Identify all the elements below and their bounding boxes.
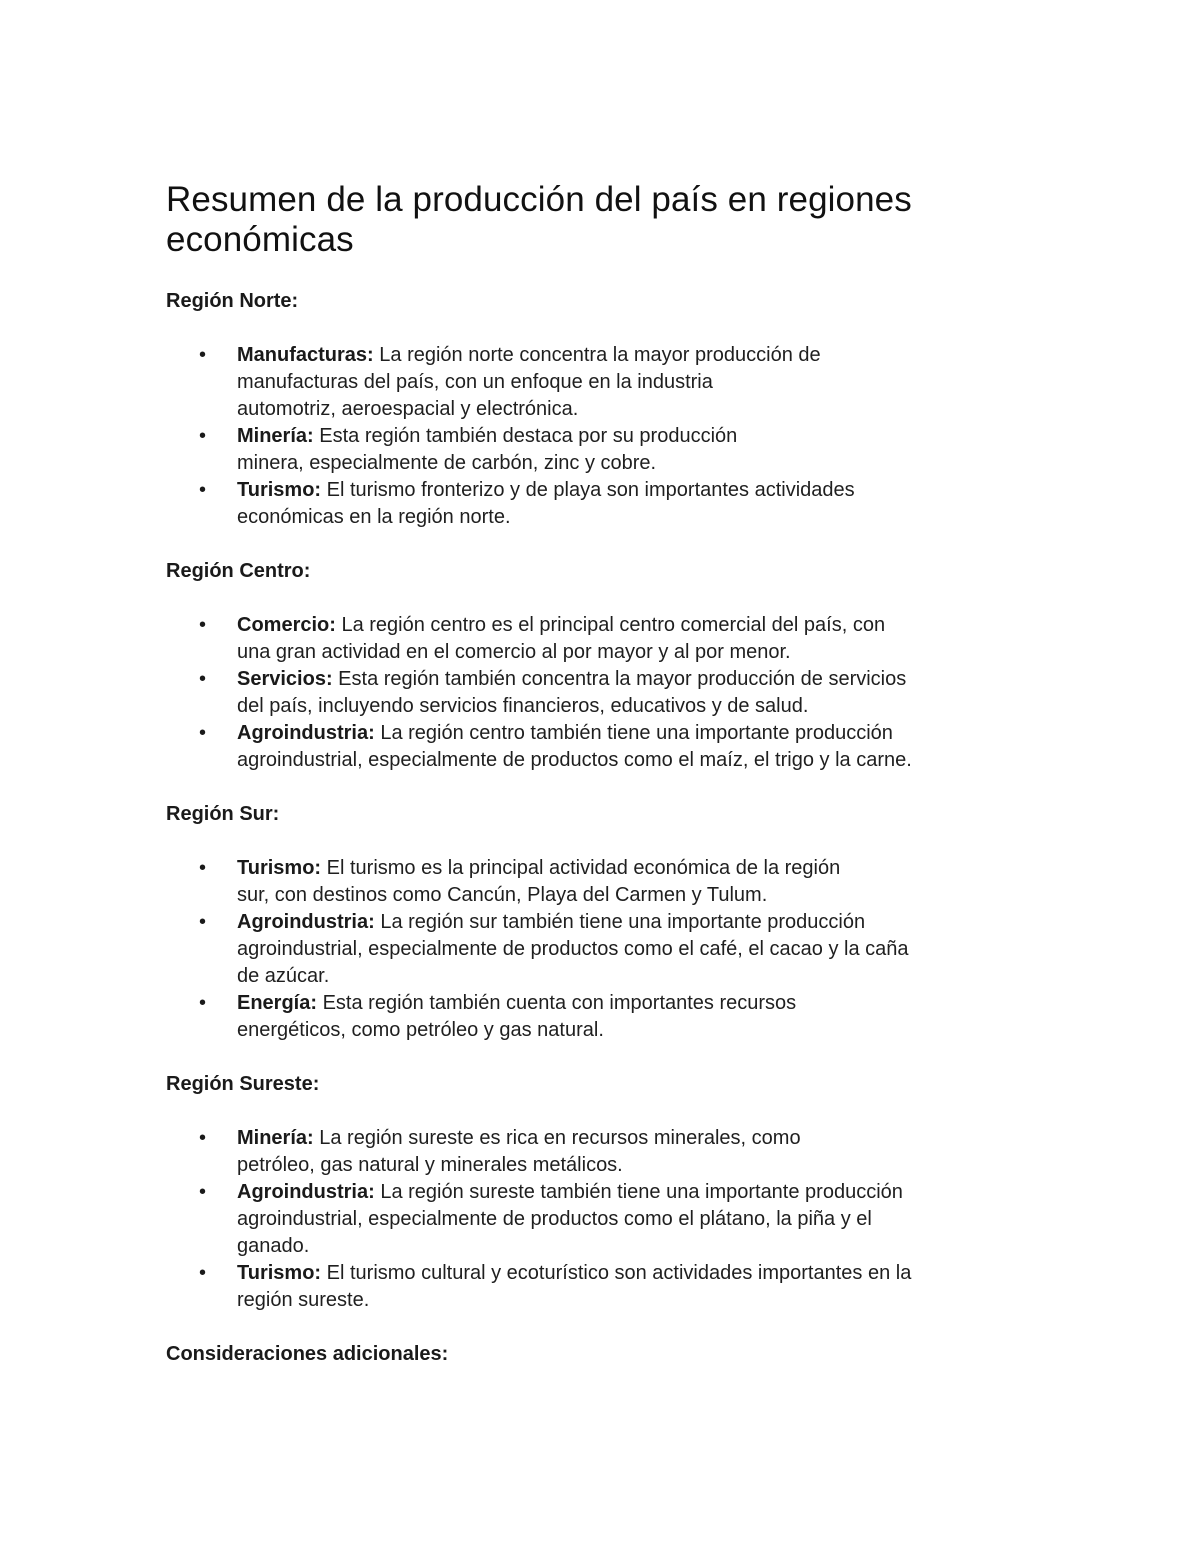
item-term: Servicios: — [237, 668, 333, 690]
item-term: Agroindustria: — [237, 911, 375, 933]
region-heading: Región Norte: — [166, 290, 299, 312]
list-item — [166, 990, 1046, 1044]
item-text: El turismo cultural y ecoturístico son actividades importantes en la — [321, 1262, 912, 1284]
list-item — [166, 342, 1046, 423]
item-line — [237, 423, 1046, 450]
item-line: sur, con destinos como Cancún, Playa del Carmen y Tulum. — [237, 884, 768, 906]
list-item — [166, 612, 1046, 666]
bullet-icon: • — [199, 614, 207, 636]
item-text: La región centro también tiene una importante producción — [374, 722, 893, 744]
item-line: de azúcar. — [237, 965, 330, 987]
list-item — [166, 909, 1046, 990]
item-term: Minería: — [237, 1127, 314, 1149]
bullet-list — [166, 342, 1046, 531]
list-item — [166, 1125, 1046, 1179]
item-line — [237, 1260, 1046, 1287]
item-term: Manufacturas: — [237, 344, 374, 366]
region-section — [166, 558, 1046, 774]
item-text: Esta región también destaca por su producción — [313, 425, 738, 447]
item-line: agroindustrial, especialmente de productos como el maíz, el trigo y la carne. — [237, 749, 912, 771]
item-text: El turismo es la principal actividad económica de la región — [321, 857, 841, 879]
item-term: Turismo: — [237, 479, 322, 501]
item-line — [237, 612, 1046, 639]
item-line: región sureste. — [237, 1289, 370, 1311]
bullet-icon: • — [199, 911, 207, 933]
item-text: La región sureste también tiene una importante producción — [374, 1181, 903, 1203]
bullet-list — [166, 612, 1046, 774]
document-title — [166, 180, 1046, 260]
item-line — [237, 342, 1046, 369]
item-line — [237, 990, 1046, 1017]
bullet-icon: • — [199, 668, 207, 690]
item-text: La región centro es el principal centro comercial del país, con — [335, 614, 886, 636]
bullet-icon: • — [199, 722, 207, 744]
item-line: minera, especialmente de carbón, zinc y cobre. — [237, 452, 657, 474]
bullet-icon: • — [199, 425, 207, 447]
item-line — [237, 720, 1046, 747]
list-item — [166, 666, 1046, 720]
document-page — [166, 180, 1046, 1368]
bullet-list — [166, 1125, 1046, 1314]
list-item — [166, 720, 1046, 774]
item-term: Minería: — [237, 425, 314, 447]
item-line: manufacturas del país, con un enfoque en la industria — [237, 371, 713, 393]
item-line — [237, 666, 1046, 693]
additional-considerations-heading: Consideraciones adicionales: — [166, 1343, 449, 1365]
bullet-icon: • — [199, 479, 207, 501]
bullet-list — [166, 855, 1046, 1044]
list-item — [166, 1179, 1046, 1260]
region-section — [166, 801, 1046, 1044]
item-text: El turismo fronterizo y de playa son importantes actividades — [321, 479, 855, 501]
region-heading: Región Centro: — [166, 560, 311, 582]
bullet-icon: • — [199, 1127, 207, 1149]
item-term: Turismo: — [237, 857, 322, 879]
item-text: Esta región también concentra la mayor producción de servicios — [332, 668, 907, 690]
sections-container — [166, 288, 1046, 1314]
bullet-icon: • — [199, 1262, 207, 1284]
item-term: Agroindustria: — [237, 1181, 375, 1203]
bullet-icon: • — [199, 1181, 207, 1203]
title-line: Resumen de la producción del país en regiones — [166, 180, 912, 219]
list-item — [166, 477, 1046, 531]
region-section — [166, 1071, 1046, 1314]
item-line: automotriz, aeroespacial y electrónica. — [237, 398, 579, 420]
item-line — [237, 1179, 1046, 1206]
bullet-icon: • — [199, 344, 207, 366]
region-section — [166, 288, 1046, 531]
item-line — [237, 1125, 1046, 1152]
item-line: agroindustrial, especialmente de productos como el café, el cacao y la caña — [237, 938, 909, 960]
item-line: energéticos, como petróleo y gas natural. — [237, 1019, 604, 1041]
item-line: económicas en la región norte. — [237, 506, 511, 528]
item-text: Esta región también cuenta con importantes recursos — [317, 992, 797, 1014]
bullet-icon: • — [199, 857, 207, 879]
bullet-icon: • — [199, 992, 207, 1014]
item-term: Comercio: — [237, 614, 336, 636]
item-line: del país, incluyendo servicios financieros, educativos y de salud. — [237, 695, 809, 717]
item-line: petróleo, gas natural y minerales metálicos. — [237, 1154, 623, 1176]
item-text: La región sureste es rica en recursos minerales, como — [313, 1127, 801, 1149]
item-line — [237, 855, 1046, 882]
list-item — [166, 855, 1046, 909]
list-item — [166, 1260, 1046, 1314]
item-text: La región norte concentra la mayor producción de — [373, 344, 821, 366]
item-term: Agroindustria: — [237, 722, 375, 744]
item-term: Turismo: — [237, 1262, 322, 1284]
item-line: una gran actividad en el comercio al por mayor y al por menor. — [237, 641, 791, 663]
item-line — [237, 477, 1046, 504]
item-term: Energía: — [237, 992, 318, 1014]
item-line: ganado. — [237, 1235, 310, 1257]
region-heading: Región Sur: — [166, 803, 280, 825]
list-item — [166, 423, 1046, 477]
title-line: económicas — [166, 220, 354, 259]
item-text: La región sur también tiene una importante producción — [374, 911, 866, 933]
region-heading: Región Sureste: — [166, 1073, 320, 1095]
item-line — [237, 909, 1046, 936]
item-line: agroindustrial, especialmente de productos como el plátano, la piña y el — [237, 1208, 872, 1230]
